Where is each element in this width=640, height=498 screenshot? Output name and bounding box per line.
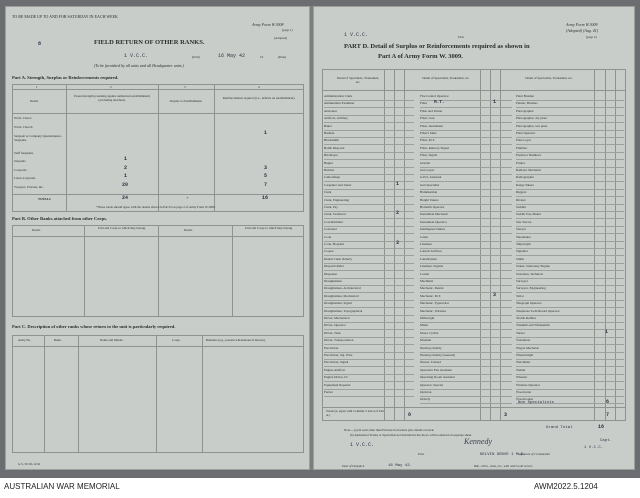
trade-label: Surveyor	[516, 279, 529, 283]
trade-label: Telephone Switchboard Operator	[516, 308, 560, 313]
trade-label: Draughtsman, Signal	[324, 301, 352, 306]
trade-label: Clerk, Technical	[324, 212, 346, 217]
trade-label: Hammerman	[420, 190, 438, 195]
bottom-total: 8	[408, 412, 412, 418]
trade-label: Operative Fire Assistant	[420, 367, 452, 372]
part-a-header-posted: Posted strength (counting against authorized establishment) (excluding attached).	[73, 94, 151, 102]
trade-label: Nursing Orderly (General)	[420, 353, 456, 357]
row-label: W.Os. Class II.	[14, 125, 34, 129]
trade-label: Cook	[324, 234, 332, 239]
trade-label: Signaller	[516, 249, 528, 254]
date-year: 19	[260, 55, 264, 59]
trade-label: Range Takers	[516, 182, 534, 187]
trade-label: Fitter, Instrument	[420, 123, 443, 128]
row-label: W.Os. Class I.	[14, 116, 33, 120]
trade-label: Predictor Numbers	[516, 153, 541, 158]
trade-reinf-value: 3	[396, 240, 400, 246]
trade-label: Baker	[324, 123, 332, 128]
trade-label: Coachtrimmer	[324, 219, 344, 224]
col-num-1: 1	[36, 85, 38, 89]
trade-label: Blacksmith	[324, 138, 340, 143]
trade-label: Driver, Mechanical	[324, 316, 350, 320]
sig-name: KELVIN GROVE 1 M.D.	[480, 453, 526, 457]
trade-label: Draughtsman, Architectural	[324, 286, 361, 291]
trade-label: Grinder	[420, 160, 431, 165]
trade-label: Bricklayer	[324, 153, 338, 158]
trade-label: Dispenser	[324, 271, 338, 276]
note-b: (b) Authorized Trades or Specialists not included in list above will be entered on separate sheet.	[350, 433, 472, 437]
trade-label: Plumber	[516, 145, 528, 150]
trade-label: Photographer, dry plate	[516, 116, 547, 121]
trade-label: Laundryman	[420, 256, 437, 261]
left-page	[5, 6, 310, 470]
trade-label: Engine Driver, I/C	[324, 375, 349, 380]
trade-label: Telegraph Operator	[516, 301, 542, 306]
row-label: Lance-Corporals	[14, 176, 36, 180]
trade-label: Wheeler	[516, 375, 528, 380]
trade-label: Printer	[516, 160, 525, 165]
part-a-header-detail: Detail.	[30, 99, 39, 103]
date-value: 16 May 42	[218, 53, 246, 59]
trade-label: Fitter	[420, 101, 428, 106]
printer-code: G.S. 56 5m 12/41	[18, 462, 41, 466]
row-value-reinf: 3	[264, 165, 268, 171]
trade-label: Watchman	[516, 360, 531, 365]
sig-unit-label: Unit.	[418, 452, 425, 456]
col-header-detail: Detail of Specialists, Tradesmen, etc.	[336, 76, 380, 84]
trade-label: Concreter	[324, 227, 337, 232]
trade-label: Woodworker	[516, 397, 534, 402]
trade-reinf-value: 2	[396, 210, 400, 217]
trade-label: Draughtsman	[324, 279, 342, 283]
trade-label: Farrier	[324, 390, 333, 394]
trade-label: Welder	[516, 367, 526, 372]
form-page: (page 1)	[282, 28, 293, 32]
part-c-table	[12, 335, 304, 453]
part-b-header: Unit and Corps to which they belong.	[98, 226, 146, 230]
trade-label: Operator, Special	[420, 382, 443, 387]
non-specialists-value: 6	[606, 399, 610, 405]
trade-label: Woodcutter	[516, 390, 532, 394]
trade-label: Riveter	[516, 197, 526, 202]
grand-total-label: Grand Total	[546, 426, 573, 430]
trade-label: Ammunition Examiner	[324, 101, 355, 106]
form-title: FIELD RETURN OF OTHER RANKS.	[94, 39, 205, 46]
trade-label: Operating Room Assistant	[420, 375, 455, 380]
trade-label: Saddle Tree Maker	[516, 212, 542, 217]
unit-value: 1 V.C.C.	[344, 32, 369, 38]
col-header-detail: Detail of Specialists, Tradesmen, etc.	[525, 76, 573, 80]
trade-label: Wagon Mechanic	[516, 345, 540, 350]
trade-label: Fitter, Signal	[420, 153, 438, 158]
row-label: Staff Sergeants	[14, 151, 34, 155]
trade-label: Fire Control Operator	[420, 94, 449, 98]
row-value-posted: 2	[124, 165, 128, 171]
form-page: (page 2)	[586, 35, 597, 39]
part-b-title: Part B. Other Ranks attached from other Corps.	[12, 216, 108, 221]
trade-label: Draughtsman, Topographical	[324, 308, 363, 313]
trade-label: Hollerith Operator	[420, 205, 445, 209]
trade-label: Sawyer	[516, 227, 526, 232]
part-b-header: Detail.	[32, 228, 41, 232]
trade-label: Camouflage	[324, 175, 341, 180]
trade-label: Fitter, M.T.	[420, 138, 436, 143]
part-c-header: Rank.	[54, 338, 62, 342]
trade-label: Tinsmith and Whitesmith	[516, 323, 550, 328]
handwritten-signature: Kennedy	[464, 437, 492, 446]
bottom-total: 7	[606, 412, 610, 418]
col-num-2: 2	[110, 85, 112, 89]
trade-label: Surveyor, Engineering	[516, 286, 546, 291]
trade-label: Bugler	[324, 160, 333, 165]
trade-label: Intelligence Duties	[420, 227, 445, 232]
trade-label: G.P.O. Assistant	[420, 175, 442, 180]
trade-label: Loader	[420, 271, 430, 276]
welder-value: 1	[605, 329, 609, 335]
trade-label: Stoker, Stationary Engine	[516, 264, 550, 269]
trade-label: Driver, Tank	[324, 330, 341, 335]
right-page	[313, 6, 635, 470]
part-d-title: PART D. Detail of Surplus or Reinforcements required as shown in	[344, 43, 530, 50]
trade-label: Shipwright	[516, 242, 531, 246]
trade-label: Equipment Repairer	[324, 382, 351, 387]
col-header-detail: Detail of Specialists, Tradesmen, etc.	[422, 76, 470, 80]
grand-total-value: 16	[598, 424, 605, 430]
trade-label: Cook, Hospital	[324, 242, 344, 246]
trade-label: Artificer, Artillery	[324, 116, 349, 121]
part-c-title: Part C. Description of other ranks whose return to the unit is particularly required.	[12, 324, 176, 329]
trade-label: Millwright	[420, 316, 435, 320]
bottom-total: 3	[504, 412, 508, 418]
trade-label: Fitter, Gun	[420, 116, 435, 121]
col-num-4: 4	[258, 85, 260, 89]
sig-for-unit: 1 V.C.C.	[584, 446, 604, 450]
footer-right: AWM2022.5.1204	[534, 482, 598, 491]
trade-label: Draughtsman, Mechanical	[324, 293, 359, 298]
trade-label: Dispatch Rider	[324, 264, 344, 269]
form-number: Army Form W.3008	[252, 22, 284, 27]
unit-label: (Unit)	[192, 55, 200, 59]
part-d-title-2: Part A of Army Form W. 3009.	[378, 53, 463, 60]
totals-label: TOTALS	[38, 197, 51, 201]
part-a-note: *These totals should agree with the details shown in Part D on page 2 of Army Form W.3009.	[96, 205, 216, 209]
trade-label: Mechanic, M.T.	[420, 293, 441, 298]
trade-label: Turner	[516, 330, 525, 335]
row-value-posted: 1	[124, 173, 128, 179]
trade-label: Radiographer	[516, 175, 534, 180]
footer-left: AUSTRALIAN WAR MEMORIAL	[4, 482, 120, 491]
top-note: TO BE MADE UP TO AND FOR SATURDAY IN EACH WEEK	[12, 14, 118, 19]
adopted-label: (Adopted)	[274, 36, 288, 40]
trade-label: Storeman, Technical	[516, 271, 543, 276]
trade-label: Fitter, Railway Signal	[420, 145, 449, 150]
trade-label: Motor Cyclist	[420, 330, 439, 335]
trade-label: Radiator Mechanic	[516, 168, 542, 172]
totals-posted: 24	[122, 195, 129, 201]
trade-label: Machinist	[420, 279, 434, 283]
trade-label: Fitter's Mate	[420, 131, 437, 135]
trade-label: Mechanic, Wireless	[420, 308, 446, 313]
row-label: Sergeant or Company Quartermaster-Sergeants	[14, 134, 62, 142]
trade-label: Moulder	[420, 338, 432, 343]
trade-label: Carpenter and Joiner	[324, 182, 352, 187]
sig-caption: Signature of Commander	[518, 452, 551, 456]
trade-label: Saw Doctor	[516, 219, 532, 224]
trade-label: Gun Layer	[420, 168, 435, 172]
trade-label: Fitter and Turner	[420, 108, 443, 113]
trade-label: Nurses, Trained	[420, 360, 441, 365]
trade-row	[420, 396, 512, 404]
form-subtitle: (To be furnished by all units and all Headquarter units.)	[94, 63, 184, 68]
part-a-title: Part A. Strength, Surplus or Reinforcements required.	[12, 75, 119, 80]
trade-label: Instrument Operator	[420, 219, 447, 224]
row-value-posted: 20	[122, 182, 129, 188]
note-a: Note.—(a) In each other than Privates in brackets give details on back.	[344, 428, 435, 432]
trade-label: Miner	[420, 323, 429, 328]
trade-label: Launch Artificer	[420, 249, 442, 254]
trade-label: Wireless Operator	[516, 382, 540, 387]
trade-reinf-value: 1	[493, 99, 497, 106]
part-a-header-surplus: Surplus to Establishment.	[169, 99, 203, 103]
part-b-header: Unit and Corps to which they belong.	[245, 226, 293, 230]
trade-label: Vulcanizer	[516, 338, 531, 343]
trade-label: Driver, Transportation	[324, 338, 354, 343]
part-a-header-reinf: Reinforcements required (i.e., deficits on establishment).	[222, 96, 296, 100]
despatch-label: Date of Despatch	[342, 464, 365, 468]
part-c-header: Name and Initials.	[100, 338, 124, 342]
trade-label: Photographer, wet plate	[516, 123, 548, 128]
totals-note: Totals (to agree with Columns 3 and 4 of Part A.)	[326, 409, 385, 417]
trade-reinf-value: 1	[396, 180, 400, 187]
totals-reinf: 16	[262, 195, 269, 201]
trade-label: Linemen, Signals	[420, 264, 444, 269]
trade-label: Engine Artificer	[324, 367, 346, 372]
trade-label: Plant Operator	[516, 131, 536, 135]
trade-label: Electrician, Sig. Wire	[324, 353, 353, 357]
adopted-label: (Adopted) (Aug. 41)	[566, 28, 599, 33]
non-specialists-label: Non Specialists	[518, 401, 555, 405]
row-value-reinf: 7	[264, 182, 268, 188]
trade-label: Optician	[420, 390, 432, 394]
trade-label: Gun Specialist	[420, 182, 440, 187]
part-c-header: Corps.	[172, 338, 181, 342]
trade-label: Painter, Brushes	[516, 101, 538, 106]
part-c-header: Remarks (e.g., present whereabouts if known).	[206, 338, 266, 342]
trade-label: Riggers	[516, 190, 527, 195]
trade-mark: M.T.	[434, 100, 445, 106]
trade-label: Photographer	[516, 108, 534, 113]
trade-label: Orderly	[420, 397, 431, 402]
trade-label: Mechanic, Typewriter	[420, 301, 450, 306]
sig-rank: Capt.	[600, 439, 613, 443]
sig-unit-value: 1 V.C.C.	[350, 442, 375, 448]
trade-label: Joiner	[420, 234, 429, 239]
row-value-reinf: 1	[264, 130, 268, 136]
form-number: Army Form W.3009	[566, 22, 598, 27]
trade-label: Plate Layer	[516, 138, 532, 143]
trade-label: Driver, Operator	[324, 323, 346, 328]
trade-label: Instrument Mechanic	[420, 212, 449, 217]
trade-label: Textile Refitter	[516, 316, 537, 320]
part-c-header: Army No.	[18, 338, 31, 342]
trade-label: Mechanic, Dental	[420, 286, 444, 291]
sheet-number: 8	[38, 41, 42, 47]
row-label: Troopers, Privates, &c.	[14, 185, 44, 189]
col-num-3: 3	[184, 85, 186, 89]
trade-label: Batman	[324, 131, 335, 135]
totals-surplus: -	[186, 195, 190, 201]
trade-label: Armourer	[324, 108, 337, 113]
trade-label: Nursing Orderly	[420, 345, 442, 350]
despatch-value: 16 May 42.	[388, 464, 413, 468]
unit-label: Unit	[458, 35, 464, 39]
row-label: Serjeants	[14, 159, 26, 163]
trade-label: Shoemaker	[516, 234, 531, 239]
part-b-header: Detail.	[184, 228, 193, 232]
trade-label: Clerk, Pay	[324, 205, 338, 209]
trade-label: Electrician, Signal	[324, 360, 349, 365]
row-value-reinf: 5	[264, 173, 268, 179]
trade-label: Dental Clerk Orderly	[324, 256, 353, 261]
trade-label: Bomb Disposal	[324, 145, 345, 150]
date-label: (Date)	[278, 55, 287, 59]
trade-label: Smith	[516, 256, 524, 261]
trade-label: Wheelwright	[516, 353, 534, 357]
trade-row	[324, 389, 414, 397]
row-label: Corporals	[14, 168, 27, 172]
trade-label: Butcher	[324, 168, 335, 172]
trade-label: Clerk, Engineering	[324, 197, 350, 202]
trade-label: Paint Brusher	[516, 94, 535, 98]
trade-label: Lineman	[420, 242, 432, 246]
trade-label: Saddler	[516, 205, 527, 209]
trade-label: Height Takers	[420, 197, 439, 202]
trade-label: Administration Clerk	[324, 94, 353, 98]
location-caption: Bde., Divn., Area, etc., with which unit serves.	[474, 464, 533, 468]
trade-reinf-value: 3	[493, 291, 497, 298]
trade-label: Clerk	[324, 190, 332, 195]
trade-label: Tailor	[516, 293, 524, 298]
trade-label: Cooper	[324, 249, 334, 254]
unit-value: 1 V.C.C.	[124, 53, 149, 59]
row-value-posted: 1	[124, 156, 128, 162]
trade-label: Electrician	[324, 345, 339, 350]
